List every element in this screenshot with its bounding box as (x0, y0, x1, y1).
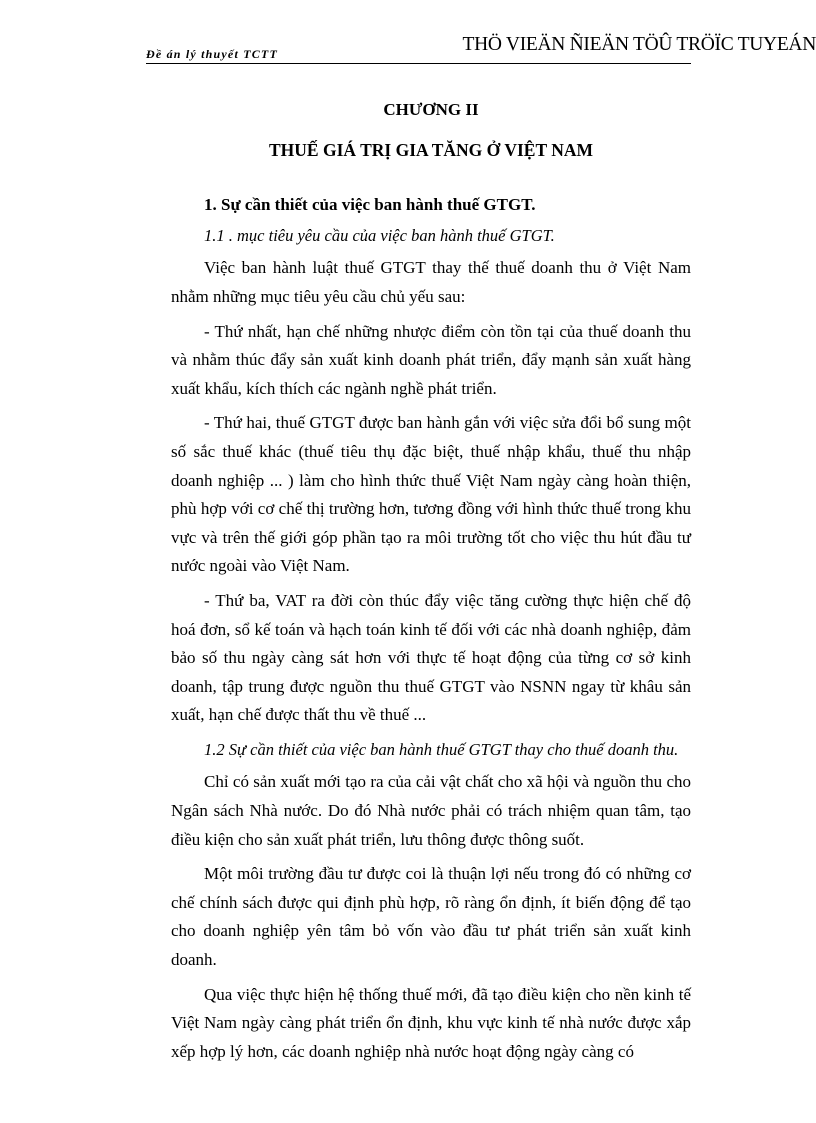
paragraph: Việc ban hành luật thuế GTGT thay thế thuế doanh thu ở Việt Nam nhằm những mục tiêu yêu cầu chủ yếu sau: (171, 258, 691, 306)
subsection-heading: 1.1 . mục tiêu yêu cầu của việc ban hành thuế GTGT. (204, 225, 555, 245)
paragraph: - Thứ hai, thuế GTGT được ban hành gắn với việc sửa đổi bổ sung một số sắc thuế khác (thuế tiêu thụ đặc biệt, thuế nhập khẩu, thuế thu nhập doanh nghiệp ... ) làm cho hình thức thuế Việt Nam ngày càng hoàn thiện, phù hợp với cơ chế thị trường hơn, tương đồng với hình thức thuế trong khu vực và trên thế giới góp phần tạo ra môi trường tốt cho việc thu hút đầu tư nước ngoài vào Việt Nam. (171, 413, 691, 576)
document-body (171, 96, 691, 1072)
page-header (146, 34, 816, 64)
paragraph: - Thứ nhất, hạn chế những nhược điểm còn tồn tại của thuế doanh thu và nhằm thúc đẩy sản xuất kinh doanh phát triển, đẩy mạnh sản xuất hàng xuất khẩu, kích thích các ngành nghề phát triển. (171, 321, 691, 398)
paragraph: Một môi trường đầu tư được coi là thuận lợi nếu trong đó có những cơ chế chính sách được qui định phù hợp, rõ ràng ổn định, ít biến động để tạo cho doanh nghiệp yên tâm bỏ vốn vào đầu tư phát triển sản xuất kinh doanh. (171, 864, 691, 970)
chapter-heading: CHƯƠNG II (383, 100, 479, 119)
header-doc-title: Đề án lý thuyết TCTT (146, 47, 278, 61)
paragraph: - Thứ ba, VAT ra đời còn thúc đẩy việc tăng cường thực hiện chế độ hoá đơn, sổ kế toán và hạch toán kinh tế đối với các nhà doanh nghiệp, đảm bảo số thu ngày càng sát hơn với thực tế hoạt động của từng cơ sở kinh doanh, tập trung được nguồn thu thuế GTGT vào NSNN ngay từ khâu sản xuất, hạn chế được thất thu về thuế ... (171, 590, 691, 725)
section-heading: 1. Sự cần thiết của việc ban hành thuế GTGT. (204, 195, 536, 215)
chapter-title: THUẾ GIÁ TRỊ GIA TĂNG Ở VIỆT NAM (269, 139, 593, 160)
header-library-name: THÖ VIEÄN ÑIEÄN TÖÛ TRÖÏC TUYEÁN (462, 34, 816, 55)
paragraph: Chỉ có sản xuất mới tạo ra của cải vật chất cho xã hội và nguồn thu cho Ngân sách Nhà nước. Do đó Nhà nước phải có trách nhiệm quan tâm, tạo điều kiện cho sản xuất phát triển, lưu thông được thông suốt. (171, 772, 691, 849)
paragraph: Qua việc thực hiện hệ thống thuế mới, đã tạo điều kiện cho nền kinh tế Việt Nam ngày càng phát triển ổn định, khu vực kinh tế nhà nước được xắp xếp hợp lý hơn, các doanh nghiệp nhà nước hoạt động ngày càng có (171, 984, 691, 1061)
header-divider (146, 63, 691, 64)
subsection-heading: 1.2 Sự cần thiết của việc ban hành thuế GTGT thay cho thuế doanh thu. (204, 739, 679, 759)
